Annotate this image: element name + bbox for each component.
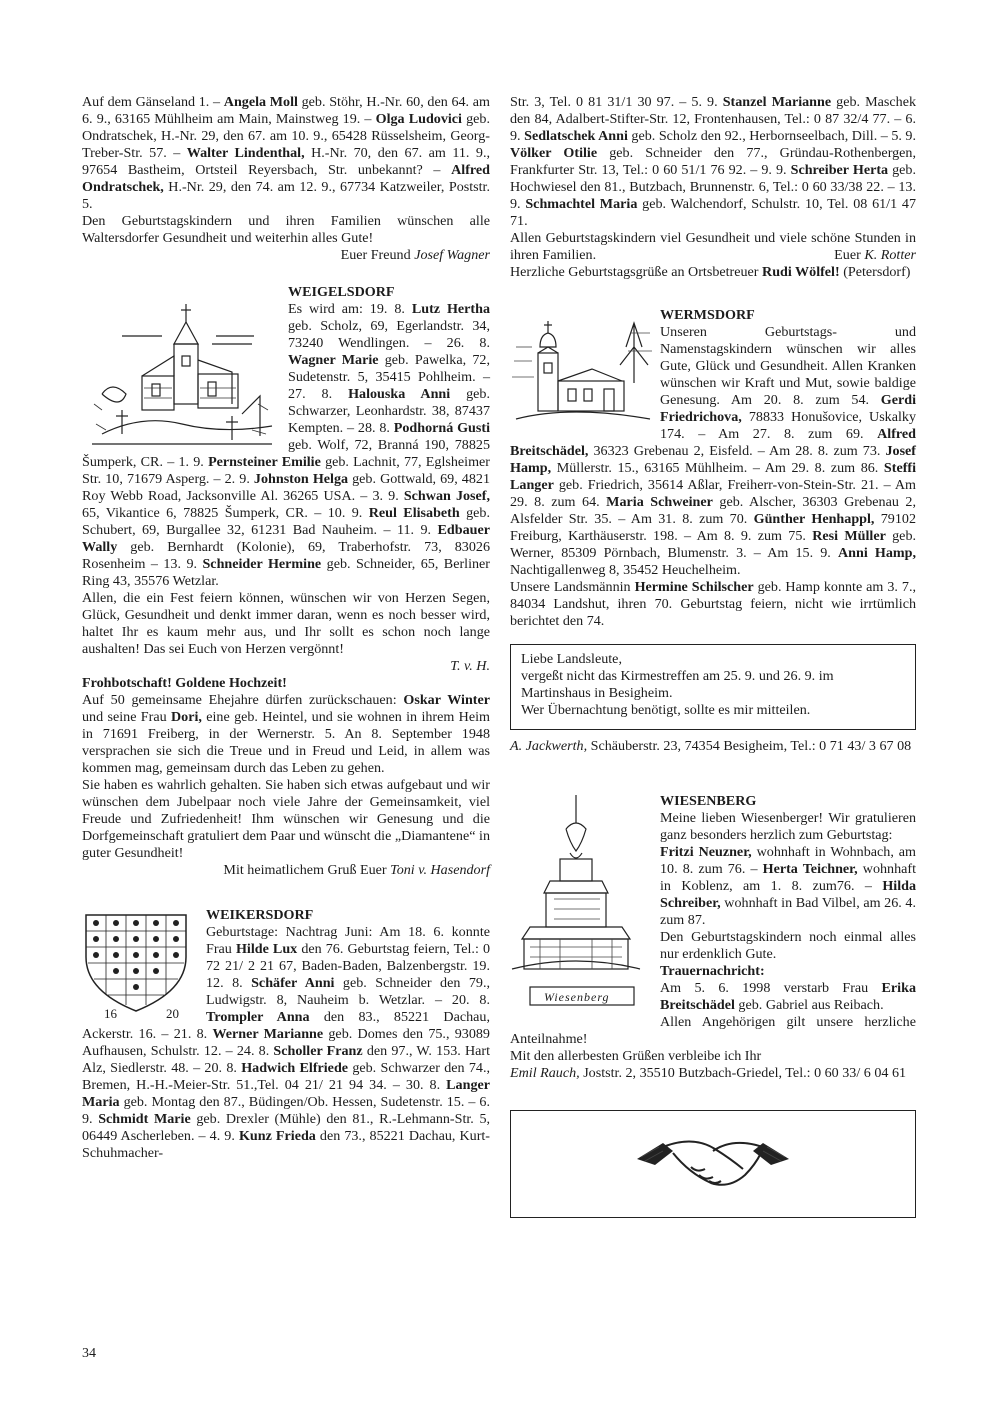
handshake-icon	[633, 1129, 793, 1199]
name-highlight: Sedlatschek Anni	[524, 128, 628, 144]
name-highlight: Günther Henhappl,	[753, 511, 875, 527]
name-highlight: Johnston Helga	[253, 471, 349, 487]
text-run: geb. Domes den 75., 93089 Aufhausen, Schulstr. 12. – 24. 8.	[82, 1026, 490, 1059]
text-run: geb. Friedrich, 35614 Aßlar, Freiherr-von-Stein-Str. 21. – Am 29. 8. zum 64.	[510, 477, 916, 510]
name-highlight: Maria Schweiner	[606, 494, 713, 510]
church-drawing-icon	[82, 284, 282, 452]
text-run: geb. Alscher, 36303 Grebenau 2, Alsfelder Str. 35. – Am 31. 8. zum 70.	[510, 494, 916, 527]
trauernachricht-title: Trauernachricht:	[660, 963, 765, 979]
wiesenberg-signature: Emil Rauch, Joststr. 2, 35510 Butzbach-Griedel, Tel.: 0 60 33/ 6 04 61	[510, 1065, 907, 1081]
text-run: H.-Nr. 29, den 74. am 12. 9., 67734 Katzweiler, Poststr. 5.	[82, 179, 490, 212]
name-highlight: Walter Lindenthal,	[186, 145, 305, 161]
text-run: wohnhaft in Bad Vilbel, am 26. 4. zum 87.	[660, 895, 916, 928]
section-weigelsdorf	[82, 284, 490, 675]
name-highlight: Hadwich Elfriede	[241, 1060, 349, 1076]
weigelsdorf-title: WEIGELSDORF	[288, 284, 395, 300]
wiesenberg-closing: Mit den allerbesten Grüßen verbleibe ich Ihr	[510, 1048, 762, 1064]
crest-year-right: 20	[166, 1006, 179, 1021]
wermsdorf-illustration	[510, 307, 656, 429]
name-highlight: Schneider Hermine	[202, 556, 322, 572]
name-highlight: Pernsteiner Emilie	[208, 454, 321, 470]
notice-line-3: Wer Übernachtung benötigt, sollte es mir mitteilen.	[521, 702, 811, 718]
name-highlight: Edbauer Wally	[82, 522, 490, 555]
text-run: 78833 Honušovice, Uskalky 174. – Am 27. 8. zum 69.	[660, 409, 916, 442]
text-run: Unseren Geburtstags- und Namenstagskindern wünschen wir alles Gute, Glück und Gesundheit. Allen Kranken wünschen wir Kraft und Mut, sowie baldige Genesung. Am 20. 8. zum 54.	[660, 324, 916, 408]
name-highlight: Halouska Anni	[348, 386, 451, 402]
name-highlight: Schmidt Marie	[98, 1111, 191, 1127]
waltersdorf-signature: Euer Freund Josef Wagner	[340, 247, 490, 263]
name-highlight: Dori,	[170, 709, 202, 725]
text-run: und seine Frau	[82, 709, 171, 725]
text-run: H.-Nr. 70, den 67. am 11. 9., 97654 Bastheim, Ortsteil Reyersbach, Str. unbekannt? –	[82, 145, 490, 178]
weikersdorf-title: WEIKERSDORF	[206, 907, 314, 923]
right-column	[510, 94, 916, 1218]
section-frohbotschaft	[82, 675, 490, 879]
text-run: Herzliche Geburtstagsgrüße an Ortsbetreuer	[510, 264, 763, 280]
text-run: Auf 50 gemeinsame Ehejahre dürfen zurückschauen:	[82, 692, 404, 708]
text-run: Müllerstr. 15., 63165 Mühlheim. – Am 29. 8. zum 86.	[551, 460, 884, 476]
notice-line-2: vergeßt nicht das Kirmestreffen am 25. 9. und 26. 9. im Martinshaus in Besigheim.	[521, 668, 834, 701]
name-highlight: Herta Teichner,	[762, 861, 858, 877]
name-highlight: Scholler Franz	[273, 1043, 363, 1059]
name-highlight: Erika Breitschädel	[660, 980, 916, 1013]
text-run: geb. Wolf, 72, Branná 190, 78825 Šumperk, CR. – 1. 9.	[82, 437, 490, 470]
text-run: geb. Schubert, 69, Burgallee 32, 61231 Bad Nauheim. – 11. 9.	[82, 505, 490, 538]
name-highlight: Alfred Breitschädel,	[510, 426, 916, 459]
text-run: Am 5. 6. 1998 verstarb Frau	[660, 980, 882, 996]
text-run: geb. Ondratschek, H.-Nr. 29, den 67. am 10. 9., 65428 Rüsselsheim, Georg-Treber-Str. 57. –	[82, 111, 490, 161]
section-wiesenberg	[510, 793, 916, 1082]
frohbotschaft-title: Frohbotschaft! Goldene Hochzeit!	[82, 675, 287, 691]
weikersdorf-signature: Euer K. Rotter	[834, 247, 916, 263]
text-run: 65, Vikantice 6, 78825 Šumperk, CR. – 10. 9.	[82, 505, 369, 521]
wiesenberg-wish: Den Geburtstagskindern noch einmal alles nur erdenklich Gute.	[660, 929, 916, 962]
name-highlight: Werner Marianne	[212, 1026, 324, 1042]
text-run: geb. Schneider den 79., Ludwigstr. 8, Nauheim b. Wetzlar. – 20. 8.	[206, 975, 490, 1008]
text-run: geb. Gabriel aus Reibach.	[734, 997, 884, 1013]
text-run: geb. Montag den 87., Büdingen/Ob. Hessen, Sudetenstr. 15. – 6. 9.	[82, 1094, 490, 1127]
text-run: geb. Scholz, 69, Egerlandstr. 34, 73240 Wendlingen. – 26. 8.	[288, 318, 490, 351]
notice-signature: A. Jackwerth, Schäuberstr. 23, 74354 Besigheim, Tel.: 0 71 43/ 3 67 08	[510, 738, 912, 754]
name-highlight: Fritzi Neuzner,	[660, 844, 752, 860]
trauernachricht-condolence: Allen Angehörigen gilt unsere herzliche Anteilnahme!	[510, 1014, 916, 1047]
church-onion-dome-icon	[510, 307, 656, 429]
church-illustration	[82, 284, 282, 452]
name-highlight: Langer Maria	[82, 1077, 490, 1110]
text-run: geb. Scholz den 92., Herbornseelbach, Dill. – 5. 9.	[627, 128, 916, 144]
wiesenberg-illustration	[510, 793, 654, 1017]
name-highlight: Rudi Wölfel!	[762, 264, 840, 280]
name-highlight: Hilda Schreiber,	[660, 878, 916, 911]
text-run: eine geb. Heintel, und sie wohnen in ihrem Heim in 71691 Freiberg, in der Wernerstr. 5. An 8. September 1948 versprachen sie sich die Treue und in Freud und Leid, in allem was kommen mag, gemeinsam durch das Leben zu gehen.	[82, 709, 490, 776]
text-run: geb. Schwarzer den 74., Bremen, H.-H.-Meier-Str. 51.,Tel. 04 21/ 21 94 34. – 30. 8.	[82, 1060, 491, 1093]
name-highlight: Steffi Langer	[510, 460, 916, 493]
name-highlight: Hermine Schilscher	[634, 579, 754, 595]
frohbotschaft-signature: Mit heimatlichem Gruß Euer Toni v. Hasendorf	[223, 862, 490, 878]
weikersdorf-birthdays-continued	[510, 94, 916, 230]
name-highlight: Schmachtel Maria	[525, 196, 638, 212]
text-run: Nachtigallenweg 8, 35452 Heuchelheim.	[510, 562, 741, 578]
notice-line-1: Liebe Landsleute,	[521, 651, 622, 667]
wiesenberg-title: WIESENBERG	[660, 793, 757, 809]
wiesenberg-intro: Meine lieben Wiesenberger! Wir gratulieren ganz besonders herzlich zum Geburtstag:	[660, 810, 916, 843]
frohbotschaft-text-2: Sie haben es wahrlich gehalten. Sie haben sich etwas aufgebaut und wir wünschen dem Jubelpaar noch viele Jahre der Gemeinsamkeit, viel Freude und Zufriedenheit! Ihm wünschen wir Genesung und die Dorfgemeinschaft gratuliert dem Paar und wünscht die „Diamantene“ in guter Gesundheit!	[82, 777, 490, 861]
name-highlight: Alfred Ondratschek,	[82, 162, 490, 195]
section-weikersdorf	[82, 907, 490, 1162]
name-highlight: Josef Hamp,	[510, 443, 916, 476]
text-run: geb. Maschek den 84, Adalbert-Stifter-Str. 12, Frontenhausen, Tel.: 0 87 32/4 77. – 6. 9.	[510, 94, 916, 144]
text-run: (Petersdorf)	[839, 264, 911, 280]
text-run: Unsere Landsmännin	[510, 579, 635, 595]
text-run: geb. Schneider den 77., Gründau-Rothenbergen, Frankfurter Str. 13, Tel.: 0 60 51/1 76 92. – 9. 9.	[510, 145, 917, 178]
wermsdorf-title: WERMSDORF	[660, 307, 755, 323]
text-run: den 73., 85221 Dachau, Kurt-Schuhmacher-	[82, 1128, 490, 1161]
text-run: den 97., W. 153. Hart Alz, Siedlerstr. 48. – 20. 8.	[82, 1043, 490, 1076]
wiesenberg-crest-label: Wiesenberg	[544, 990, 610, 1004]
crest-icon	[82, 911, 200, 1023]
fountain-statue-icon	[510, 793, 654, 1017]
kirmestreffen-notice-box	[510, 644, 916, 730]
text-run: geb. Schneider, 65, Berliner Ring 43, 35576 Wetzlar.	[82, 556, 490, 589]
name-highlight: Schreiber Herta	[790, 162, 889, 178]
section-wermsdorf	[510, 307, 916, 630]
text-run: Es wird am: 19. 8.	[288, 301, 412, 317]
name-highlight: Stanzel Marianne	[722, 94, 832, 110]
text-run: Auf dem Gänseland 1. –	[82, 94, 224, 110]
text-run: geb. Lachnit, 77, Eglsheimer Str. 10, 71679 Asperg. – 2. 9.	[82, 454, 490, 487]
text-run: geb. Pawelka, 72, Sudetenstr. 5, 35415 Pohlheim. – 27. 8.	[288, 352, 490, 402]
text-run: geb. Stöhr, H.-Nr. 60, den 64. am 6. 9., 63165 Mühlheim am Main, Mainstweg 19. –	[82, 94, 490, 127]
name-highlight: Resi Müller	[812, 528, 886, 544]
text-run: den 83., 85221 Dachau, Ackerstr. 16. – 21. 8.	[82, 1009, 490, 1042]
waltersdorf-birthdays	[82, 94, 490, 213]
name-highlight: Völker Otilie	[510, 145, 598, 161]
text-run: geb. Schwarzer, Leonhardstr. 38, 87437 Kempten. – 28. 8.	[288, 386, 490, 436]
name-highlight: Kunz Frieda	[238, 1128, 316, 1144]
text-run: geb. Drexler (Mühle) den 81., R.-Lehmann-Str. 5, 06449 Ascherleben. – 4. 9.	[82, 1111, 491, 1144]
name-highlight: Anni Hamp,	[837, 545, 916, 561]
text-run: Geburtstage: Nachtrag Juni: Am 18. 6. konnte Frau	[206, 924, 490, 957]
weikersdorf-crest	[82, 911, 200, 1023]
name-highlight: Gerdi Friedrichova,	[660, 392, 916, 425]
text-run: geb. Gottwald, 69, 4821 Roy Webb Road, Jacksonville Al. 36265 USA. – 3. 9.	[82, 471, 490, 504]
text-run: wohnhaft in Koblenz, am 1. 8. zum76. –	[660, 861, 916, 894]
text-run: 79102 Freiburg, Karthäuserstr. 198. – Am 8. 9. zum 75.	[510, 511, 916, 544]
wermsdorf-note	[510, 579, 916, 630]
text-run: geb. Walchendorf, Schulstr. 10, Tel. 08 61/1 47 71.	[510, 196, 916, 229]
name-highlight: Hilde Lux	[235, 941, 298, 957]
name-highlight: Reul Elisabeth	[368, 505, 460, 521]
text-run: Str. 3, Tel. 0 81 31/1 30 97. – 5. 9.	[510, 94, 723, 110]
text-run: wohnhaft in Wohnbach, am 10. 8. zum 76. –	[660, 844, 916, 877]
ortsbetreuer-greeting	[510, 264, 916, 281]
weigelsdorf-signature: T. v. H.	[450, 658, 490, 674]
text-run: geb. Werner, 85309 Pörnbach, Blumenstr. 3. – Am 15. 9.	[510, 528, 917, 561]
left-column	[82, 94, 490, 1162]
name-highlight: Podhorná Gusti	[393, 420, 490, 436]
name-highlight: Trompler Anna	[206, 1009, 310, 1025]
text-run: 36323 Grebenau 2, Eisfeld. – Am 28. 8. zum 73.	[588, 443, 886, 459]
name-highlight: Schwan Josef,	[403, 488, 490, 504]
handshake-box	[510, 1110, 916, 1218]
waltersdorf-wish: Den Geburtstagskindern und ihren Familien wünschen alle Waltersdorfer Gesundheit und weiterhin alles Gute!	[82, 213, 490, 246]
name-highlight: Wagner Marie	[288, 352, 379, 368]
text-run: den 76. Geburtstag feiern, Tel.: 0 72 21/ 2 21 67, Baden-Baden, Balzenbergstr. 19. 12. 8.	[206, 941, 491, 991]
text-run: geb. Bernhardt (Kolonie), 69, Traberhofstr. 73, 83026 Rosenheim – 13. 9.	[82, 539, 490, 572]
weikersdorf-wish: Allen Geburtstagskindern viel Gesundheit und viele schöne Stunden in ihren Familien. Euer K. Rotter	[510, 230, 916, 263]
text-run: geb. Hamp konnte am 3. 7., 84034 Landshut, ihren 70. Geburtstag feiern, nicht wie irrtümlich berichtet den 74.	[510, 579, 916, 629]
name-highlight: Lutz Hertha	[411, 301, 490, 317]
name-highlight: Olga Ludovici	[375, 111, 462, 127]
name-highlight: Schäfer Anni	[251, 975, 335, 991]
name-highlight: Oskar Winter	[403, 692, 491, 708]
crest-year-left: 16	[104, 1006, 117, 1021]
text-run: geb. Hochwiesel den 81., Butzbach, Brunnenstr. 6, Tel.: 0 60 33/38 22. – 13. 9.	[510, 162, 916, 212]
weigelsdorf-wish: Allen, die ein Fest feiern können, wünschen wir von Herzen Segen, Glück, Gesundheit und denkt immer daran, wenn es noch besser wird, haltet Ihr es kaum mehr aus, und Ihr sollt es schon noch lange aushalten! Das sei Euch von Herzen vergönnt!	[82, 590, 490, 657]
name-highlight: Angela Moll	[223, 94, 298, 110]
page-number: 34	[82, 1346, 96, 1361]
frohbotschaft-text	[82, 692, 490, 777]
